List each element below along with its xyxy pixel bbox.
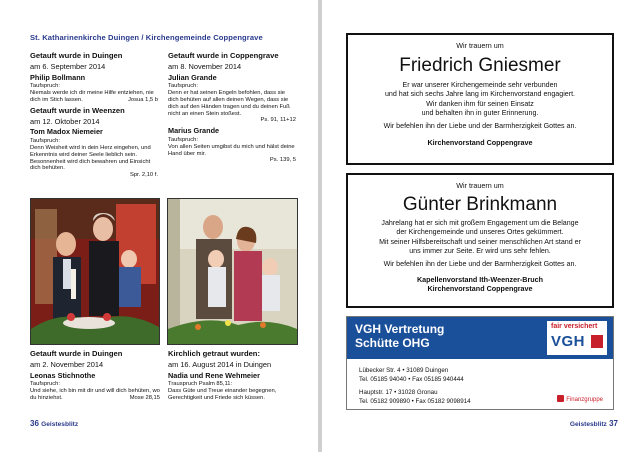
magazine-name: Geistesblitz — [569, 421, 607, 428]
entry-date: am 8. November 2014 — [168, 61, 242, 71]
obituary-signature: Kapellenvorstand Ith-Weenzer-Bruch — [416, 274, 544, 284]
entry-date: am 6. September 2014 — [30, 61, 106, 71]
verse-reference: Ps. 139, 5 — [269, 157, 296, 164]
entry-date: am 16. August 2014 in Duingen — [168, 359, 272, 369]
verse-reference: Spr. 2,10 f. — [129, 172, 158, 179]
person-name: Tom Madox Niemeier — [30, 127, 103, 137]
page-footer — [570, 419, 618, 428]
vgh-logo-text: VGH — [551, 333, 586, 350]
ad-title-line: Schütte OHG — [355, 335, 430, 350]
verse-reference: Josua 1,5 b — [128, 96, 158, 103]
verse-reference: Ps. 91, 11+12 — [260, 117, 296, 124]
ad-title-line: VGH Vertretung — [355, 322, 445, 336]
obituary-line: Wir befehlen ihn der Liebe und der Barmherzigkeit Gottes an. — [383, 260, 577, 269]
ad-address: Lübecker Str. 4 • 31089 Duingen — [359, 367, 449, 374]
baptism-family-photo — [30, 198, 160, 345]
left-page — [0, 0, 318, 452]
ad-slogan: fair versichert — [551, 323, 598, 330]
verse-text: Von allen Seiten umgibst du mich und hälst deine Hand über mir. — [168, 143, 295, 157]
twins-family-photo — [167, 198, 298, 345]
verse-label: Taufspruch: — [168, 83, 198, 90]
obituary-signature: Kirchenvorstand Coppengrave — [427, 283, 533, 293]
verse-label: Taufspruch: — [168, 136, 198, 143]
verse-text: Denn er hat seinen Engeln befohlen, dass sie dich behüten auf allen deinen Wegen, dass sie dich auf den Händen tragen und du deinen Fuß nicht an einen Stein stoßest. — [168, 90, 290, 117]
person-name: Marius Grande — [168, 126, 220, 136]
ad-header-band — [347, 317, 613, 359]
obituary-line: Mit seiner Hilfsbereitschaft und seiner menschlichen Art stand er — [379, 237, 581, 246]
obituary-line: Wir danken ihm für seinen Einsatz — [426, 99, 534, 108]
obituary-line: Jahrelang hat er sich mit großem Engagement um die Belange — [381, 218, 579, 227]
bottom-right-entry — [168, 350, 298, 402]
verse-body: Und siehe, ich bin mit dir und will dich behüten, wo du hinziehst. — [30, 388, 160, 401]
obituary-line: Wir befehlen ihn der Liebe und der Barmherzigkeit Gottes an. — [383, 122, 577, 131]
obituary-line: der Kirchengemeinde und unseres Ortes gekümmert. — [396, 228, 564, 237]
obituary-gniesmer — [346, 33, 614, 165]
ad-phone: Tel. 05182 909890 • Fax 05182 9098914 — [359, 397, 471, 405]
deceased-name: Günter Brinkmann — [402, 194, 558, 215]
person-name: Nadia und Rene Wehmeier — [168, 370, 260, 380]
finanzgruppe-label: Finanzgruppe — [566, 397, 603, 403]
baptism-entry — [30, 107, 158, 179]
right-page — [322, 0, 640, 452]
obituary-line: und behalten ihn in guter Erinnerung. — [421, 108, 539, 117]
verse-label: Taufspruch: — [30, 138, 60, 145]
entry-date: am 12. Oktober 2014 — [30, 116, 100, 126]
verse-label: Taufspruch: — [30, 83, 60, 90]
verse-body: Niemals werde ich dir meine Hilfe entziehen, nie dich im Stich lassen. — [30, 90, 154, 103]
baptism-entry — [168, 52, 296, 124]
section-title: Getauft wurde in Weenzen — [30, 105, 125, 115]
baptism-entry — [30, 52, 158, 104]
section-title: Getauft wurde in Duingen — [30, 51, 123, 60]
person-name: Philip Bollmann — [30, 72, 86, 82]
ad-contact — [359, 367, 471, 407]
magazine-name: Geistesblitz — [41, 421, 79, 428]
photo-illustration — [31, 199, 159, 344]
page-number: 37 — [609, 419, 618, 428]
left-column — [30, 52, 158, 182]
ad-address: Hauptstr. 17 • 31028 Gronau — [359, 388, 438, 396]
obituary-brinkmann — [346, 173, 614, 308]
verse-text — [30, 90, 158, 104]
obituary-line: Er war unserer Kirchengemeinde sehr verbunden — [402, 80, 558, 89]
entry-date: am 2. November 2014 — [30, 359, 104, 369]
section-title: Getauft wurde in Coppengrave — [168, 51, 279, 60]
obituary-intro: Wir trauern um — [456, 41, 504, 50]
vgh-advertisement — [346, 316, 614, 410]
obituary-signature: Kirchenvorstand Coppengrave — [427, 137, 533, 147]
section-title: Kirchlich getraut wurden: — [168, 349, 260, 358]
verse-text: Dass Güte und Treue einander begegnen, Gerechtigkeit und Friede sich küssen. — [168, 388, 277, 401]
ad-phone: Tel. 05185 94040 • Fax 05185 940444 — [359, 375, 464, 383]
person-name: Julian Grande — [168, 72, 217, 82]
finanzgruppe-badge — [557, 395, 603, 403]
sparkasse-icon — [557, 395, 564, 402]
verse-text: Denn Weisheit wird in dein Herz eingehen, und Erkenntnis wird deiner Seele lieblich sein. Besonnenheit wird dich bewahren und Einsicht dich behüten. — [30, 144, 151, 172]
baptism-entry — [168, 127, 296, 164]
obituary-line: und hat sich sechs Jahre lang im Kirchenvorstand engagiert. — [384, 90, 576, 99]
deceased-name: Friedrich Gniesmer — [399, 55, 561, 76]
verse-text — [30, 388, 160, 402]
verse-label: Taufspruch: — [30, 381, 60, 388]
bottom-left-entry — [30, 350, 160, 402]
vgh-horse-icon — [591, 335, 603, 348]
right-column — [168, 52, 296, 167]
church-heading-text: St. Katharinenkirche Duingen / Kirchengemeinde Coppengrave — [30, 33, 263, 42]
photo-illustration — [168, 199, 297, 344]
page-number: 36 — [30, 419, 39, 428]
page-footer — [30, 419, 78, 428]
section-title: Getauft wurde in Duingen — [30, 349, 123, 358]
obituary-intro: Wir trauern um — [456, 181, 504, 190]
person-name: Leonas Stichnothe — [30, 370, 96, 380]
obituary-line: uns immer zur Seite. Er wird uns sehr fehlen. — [409, 246, 551, 255]
church-heading — [30, 33, 290, 42]
verse-reference: Mose 28,15 — [129, 394, 160, 401]
vgh-logo-box — [547, 321, 607, 355]
ad-title — [355, 323, 444, 351]
verse-label: Trauspruch Psalm 85,11: — [168, 381, 233, 388]
